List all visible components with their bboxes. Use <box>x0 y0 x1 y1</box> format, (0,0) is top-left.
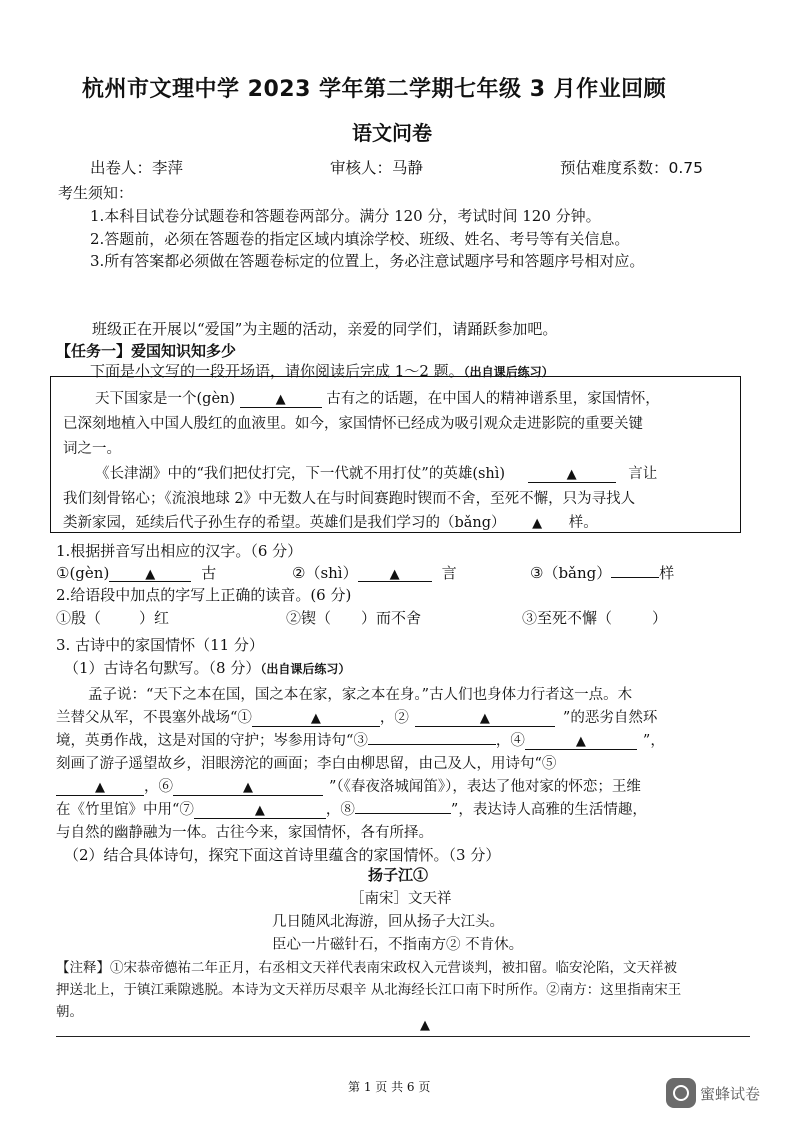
q2-item-c <box>522 607 667 628</box>
q3-text: 兰替父从军，不畏塞外战场“① <box>56 710 252 726</box>
q2-c-pre: ③至死不懈（ <box>522 609 613 627</box>
q3-text: ，④ <box>495 733 525 749</box>
note-line: 朝。 <box>56 1004 83 1020</box>
answer-blank <box>252 711 380 727</box>
instruction-item: 2.答题前，必须在答题卷的指定区域内填涂学校、班级、姓名、考号等有关信息。 <box>90 230 630 248</box>
q1-item-b <box>292 562 457 583</box>
triangle-marker: ▲ <box>532 516 543 531</box>
passage-text: 言让 <box>628 466 658 482</box>
triangle-marker: ▲ <box>145 567 156 582</box>
task1-heading: 【任务一】爱国知识知多少 <box>56 342 237 360</box>
q3-text: 在《竹里馆》中用“⑦ <box>56 802 194 818</box>
answer-blank <box>415 711 555 727</box>
q3-text: ”（《春夜洛城闻笛》），表达了他对家的怀恋；王维 <box>329 779 641 795</box>
answer-blank <box>368 744 496 745</box>
q3-line <box>56 775 641 796</box>
q2-c-post: ） <box>652 609 668 627</box>
q1-b-label: ②（shì） <box>292 564 358 582</box>
answer-blank <box>611 577 659 578</box>
q3-line <box>56 706 657 727</box>
q3-text: ，⑥ <box>144 779 173 795</box>
q3-text: 境，英勇作战，这是对国的守护；岑参用诗句“③ <box>56 733 368 749</box>
q3-line <box>56 798 647 819</box>
q1-c-label: ③（bǎng） <box>530 564 612 582</box>
intro-text: 班级正在开展以“爱国”为主题的活动，亲爱的同学们，请踊跃参加吧。 <box>92 320 558 338</box>
triangle-marker: ▲ <box>254 803 265 818</box>
q2-b-pre: ②锲（ <box>286 609 332 627</box>
passage-line: 我们刻骨铭心；《流浪地球 2》中无数人在与时间赛跑时锲而不舍，至死不懈，只为寻找人 <box>63 491 636 507</box>
q3-stem: 3. 古诗中的家国情怀（11 分） <box>56 636 264 654</box>
task1-lead-note: （出自课后练习） <box>463 365 554 379</box>
passage-box <box>50 376 741 533</box>
poem-line: 臣心一片磁针石，不指南方② 不肯休。 <box>272 937 524 953</box>
q2-a-pre: ①殷（ <box>56 609 102 627</box>
q3-line: 孟子说：“天下之本在国，国之本在家，家之本在身。”古人们也身体力行者这一点。木 <box>88 687 633 703</box>
q2-a-post: ）红 <box>139 609 170 627</box>
answer-blank <box>109 566 191 582</box>
triangle-marker: ▲ <box>479 711 490 726</box>
instruction-item: 3.所有答案都必须做在答题卷标定的位置上，务必注意试题序号和答题序号相对应。 <box>90 252 645 270</box>
q2-item-b <box>286 607 421 628</box>
instructions-heading: 考生须知： <box>58 184 134 202</box>
passage-text: 类新家园，延续后代子孙生存的希望。英雄们是我们学习的（bǎng） <box>63 515 506 531</box>
q3-part2: （2）结合具体诗句，探究下面这首诗里蕴含的家国情怀。（3 分） <box>64 846 501 864</box>
q3-text: ，⑧ <box>325 802 355 818</box>
q1-c-after: 样 <box>659 564 675 582</box>
answer-blank <box>355 813 451 814</box>
passage-line <box>95 387 660 408</box>
q2-item-a <box>56 607 169 628</box>
answer-blank <box>56 780 144 796</box>
triangle-marker: ▲ <box>310 711 321 726</box>
exam-subtitle: 语文问卷 <box>352 121 432 145</box>
answer-blank <box>525 734 637 750</box>
author-label: 出卷人：李萍 <box>90 159 184 177</box>
q1-stem: 1.根据拼音写出相应的汉字。（6 分） <box>56 542 303 560</box>
answer-blank <box>173 780 323 796</box>
q3-part1-text: （1）古诗名句默写。（8 分） <box>64 659 261 677</box>
answer-blank <box>240 392 322 408</box>
poem-title: 扬子江① <box>368 866 429 884</box>
q2-b-post: ）而不舍 <box>361 609 422 627</box>
q3-text: ”的恶劣自然环 <box>562 710 658 726</box>
q1-item-c <box>530 562 674 583</box>
difficulty-label: 预估难度系数：0.75 <box>560 159 704 177</box>
instruction-item: 1.本科目试卷分试题卷和答题卷两部分。满分 120 分，考试时间 120 分钟。 <box>90 207 601 225</box>
triangle-marker: ▲ <box>95 780 105 795</box>
watermark-text: 蜜蜂试卷 <box>700 1085 761 1103</box>
task1-lead-text: 下面是小文写的一段开场语，请你阅读后完成 1～2 题。 <box>90 362 464 380</box>
answer-blank <box>528 467 616 483</box>
bee-logo-icon <box>666 1078 696 1108</box>
triangle-marker: ▲ <box>575 734 586 749</box>
q3-text: ”， <box>642 733 665 749</box>
triangle-marker: ▲ <box>243 780 253 795</box>
page-number: 第 1 页 共 6 页 <box>348 1080 431 1094</box>
answer-blank <box>358 566 432 582</box>
q1-a-label: ①(gèn) <box>56 564 110 582</box>
passage-line <box>63 511 598 532</box>
reviewer-label: 审核人：马静 <box>330 159 424 177</box>
q3-text: ，② <box>379 710 409 726</box>
passage-line: 词之一。 <box>63 441 121 457</box>
note-line: 押送北上，于镇江乘隙逃脱。本诗为文天祥历尽艰辛 从北海经长江口南下时所作。②南方：这里指南宋王 <box>56 982 682 998</box>
q3-part1-note: （出自课后练习） <box>260 662 351 676</box>
q2-stem: 2.给语段中加点的字写上正确的读音。(6 分) <box>56 586 352 604</box>
exam-title: 杭州市文理中学 2023 学年第二学期七年级 3 月作业回顾 <box>82 77 667 102</box>
q3-part1 <box>64 657 350 678</box>
triangle-marker: ▲ <box>275 392 286 407</box>
triangle-marker: ▲ <box>420 1018 430 1033</box>
poem-line: 几日随风北海游，回从扬子大江头。 <box>272 914 504 930</box>
passage-text: 天下国家是一个(gèn) <box>95 391 236 407</box>
q1-a-after: 古 <box>201 564 217 582</box>
poem-author: ［南宋］文天祥 <box>350 891 452 907</box>
triangle-marker: ▲ <box>389 567 400 582</box>
passage-text: 《长津湖》中的“我们把仗打完，下一代就不用打仗”的英雄(shì) <box>95 466 506 482</box>
q3-line: 与自然的幽静融为一体。古往今来，家国情怀，各有所择。 <box>56 825 433 841</box>
answer-blank <box>194 803 326 819</box>
triangle-marker: ▲ <box>566 467 577 482</box>
q1-b-after: 言 <box>441 564 457 582</box>
q3-line <box>56 729 665 750</box>
q1-item-a <box>56 562 216 583</box>
passage-line: 已深刻地植入中国人殷红的血液里。如今，家国情怀已经成为吸引观众走进影院的重要关键 <box>63 416 643 432</box>
note-line: 【注释】①宋恭帝德祐二年正月，右丞相文天祥代表南宋政权入元营谈判，被扣留。临安沦陷，文天祥被 <box>56 960 677 976</box>
q3-line: 刻画了游子遥望故乡，泪眼滂沱的画面；李白由柳思留，由己及人，用诗句“⑤ <box>56 756 557 772</box>
passage-text: 样。 <box>568 515 598 531</box>
passage-text: 古有之的话题，在中国人的精神谱系里，家国情怀， <box>326 391 660 407</box>
answer-line <box>56 1036 750 1037</box>
passage-line <box>95 462 657 483</box>
q3-text: ”，表达诗人高雅的生活情趣， <box>450 802 647 818</box>
